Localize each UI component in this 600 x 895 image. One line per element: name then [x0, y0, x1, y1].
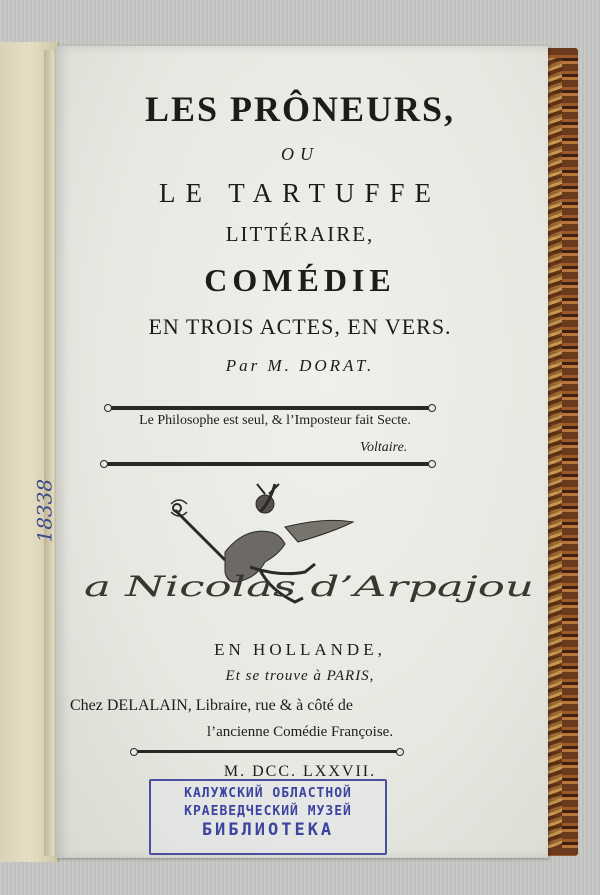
title-line-3: LITTÉRAIRE,	[225, 222, 375, 246]
library-stamp	[149, 779, 387, 855]
title-line-1: LES PRÔNEURS,	[144, 89, 456, 129]
title-line-2: LE TARTUFFE	[159, 178, 441, 208]
title-line-5: EN TROIS ACTES, EN VERS.	[148, 314, 452, 339]
epigraph-quote: Le Philosophe est seul, & l’Imposteur fait Secte.	[139, 413, 411, 428]
handwritten-shelf-number: 18338	[32, 478, 57, 543]
publication-date: M. DCC. LXXVII.	[223, 763, 377, 780]
author-line: Par M. DORAT.	[225, 356, 375, 375]
imprint-line-1: EN HOLLANDE,	[214, 640, 386, 659]
handwritten-inscription	[84, 556, 554, 616]
imprint-line-2: Et se trouve à PARIS,	[225, 668, 375, 684]
epigraph-attribution: Voltaire.	[360, 440, 408, 455]
top-rule	[108, 406, 432, 410]
title-line-4: COMÉDIE	[204, 262, 396, 298]
bottom-rule	[104, 462, 432, 466]
stamp-line-3: БИБЛИОТЕКА	[201, 820, 335, 841]
stamp-line-1: КАЛУЖСКИЙ ОБЛАСТНОЙ	[184, 786, 352, 801]
inscription-text: a Nicolas d’Arpajou	[84, 570, 534, 603]
imprint-line-3: Chez DELALAIN, Libraire, rue & à côté de	[70, 697, 353, 714]
imprint-line-4: l’ancienne Comédie Françoise.	[206, 724, 394, 740]
imprint-rule	[134, 750, 400, 753]
stamp-line-2: КРАЕВЕДЧЕСКИЙ МУЗЕЙ	[184, 803, 352, 819]
title-ou: OU	[281, 144, 319, 164]
